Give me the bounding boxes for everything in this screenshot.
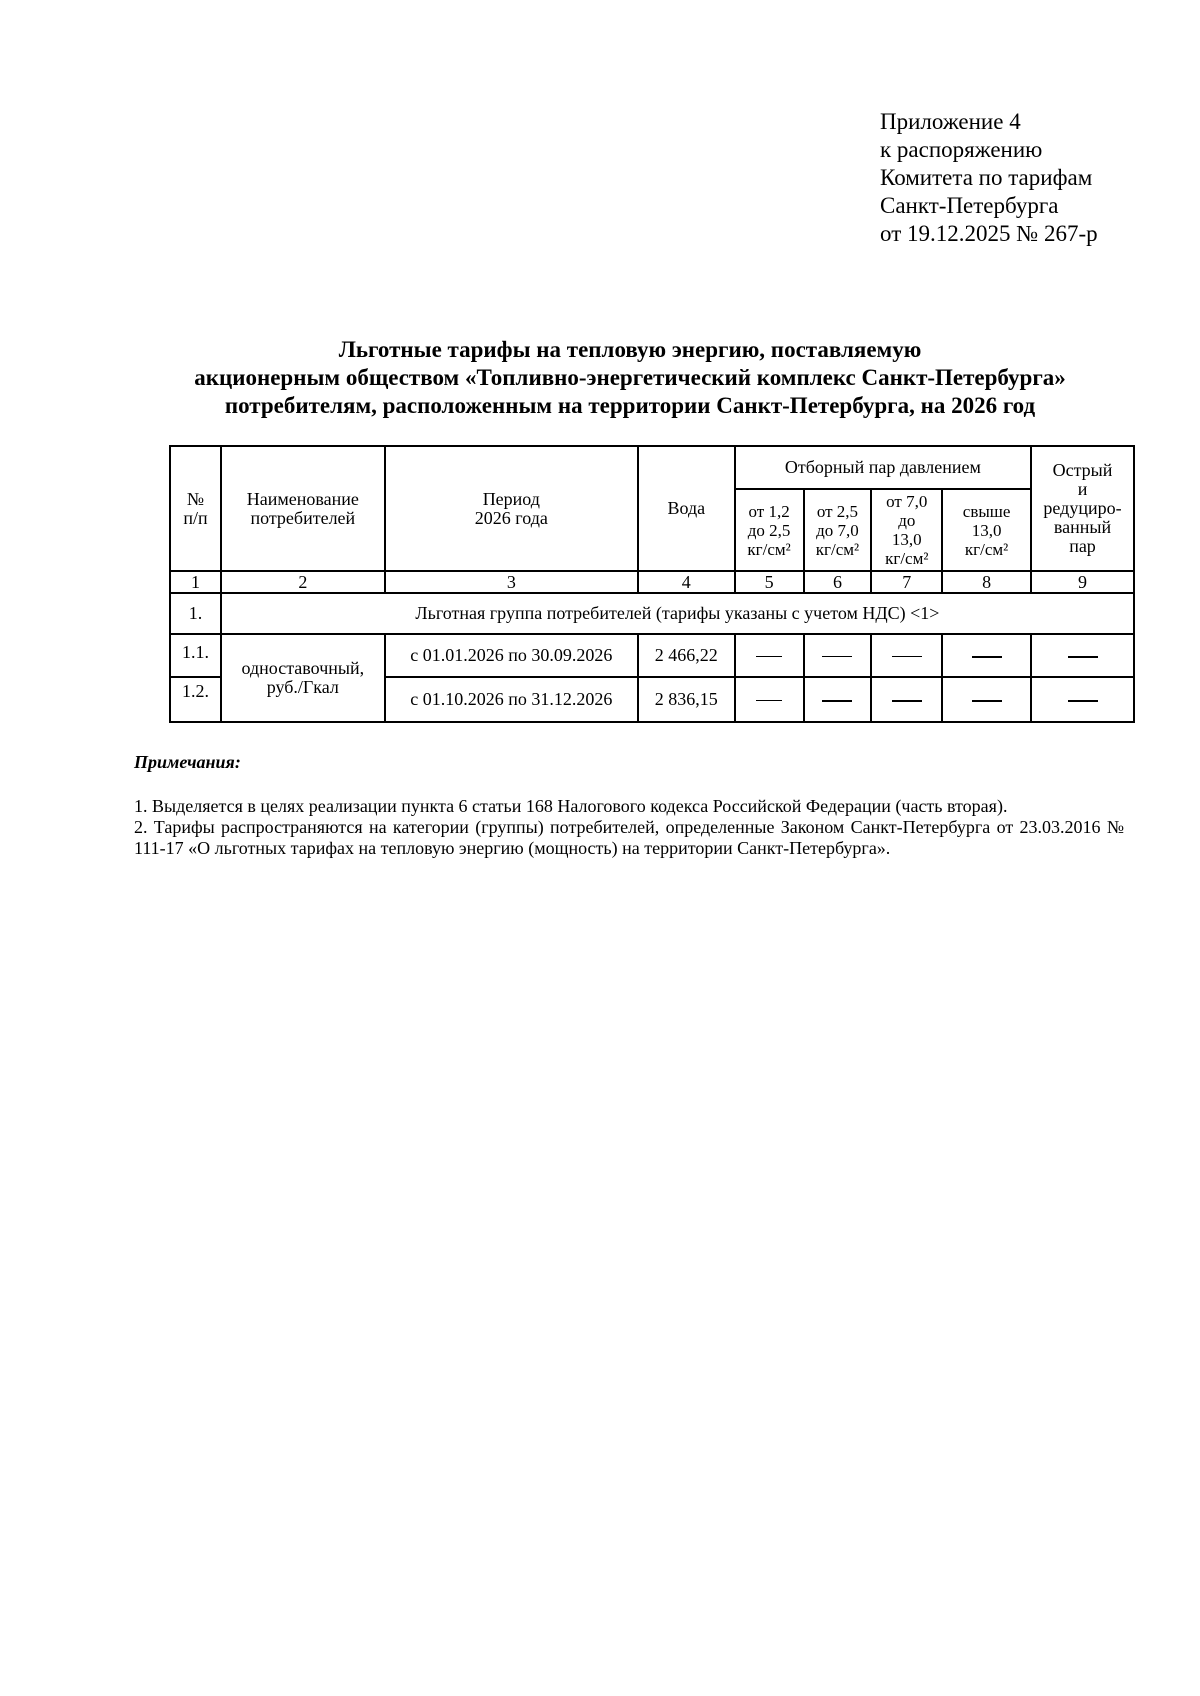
empty-cell (735, 677, 804, 722)
column-number: 8 (942, 571, 1031, 593)
dash-mark (972, 656, 1002, 658)
appendix-line: Комитета по тарифам (880, 165, 1093, 190)
title-line: потребителям, расположенным на территории Санкт-Петербурга, на 2026 год (224, 393, 1036, 418)
header-water: Вода (638, 446, 735, 571)
row-water: 2 836,15 (638, 677, 735, 722)
table-row (170, 634, 1134, 677)
column-number: 2 (221, 571, 385, 593)
header-num: № п/п (170, 446, 221, 571)
dash-mark (1068, 656, 1098, 658)
appendix-line: к распоряжению (880, 137, 1043, 162)
row-num: 1.2. (170, 677, 221, 722)
row-water: 2 466,22 (638, 634, 735, 677)
group-row (170, 593, 1134, 634)
header-steam-group: Отборный пар давлением (735, 446, 1031, 489)
dash-mark (972, 700, 1002, 702)
column-number: 1 (170, 571, 221, 593)
appendix-line: Санкт-Петербурга (880, 193, 1059, 218)
empty-cell (942, 634, 1031, 677)
title-line: Льготные тарифы на тепловую энергию, поставляемую (338, 337, 922, 362)
empty-cell (804, 677, 872, 722)
header-steam-1: от 1,2 до 2,5 кг/см² (735, 489, 804, 571)
note-item: 1. Выделяется в целях реализации пункта 6 статьи 168 Налогового кодекса Российской Федерации (часть вторая). (134, 796, 1008, 816)
column-number: 4 (638, 571, 735, 593)
dash-mark (756, 700, 782, 701)
appendix-reference (880, 108, 1098, 248)
column-number-row (170, 571, 1134, 593)
column-number: 5 (735, 571, 804, 593)
appendix-line: Приложение 4 (880, 109, 1021, 134)
notes (134, 796, 1124, 859)
appendix-line: от 19.12.2025 № 267-р (880, 221, 1098, 246)
dash-mark (822, 656, 852, 657)
group-num: 1. (170, 593, 221, 634)
header-consumers: Наименование потребителей (221, 446, 385, 571)
header-row (170, 446, 1134, 489)
dash-mark (822, 700, 852, 702)
dash-mark (892, 700, 922, 702)
tariffs-table (169, 445, 1135, 723)
header-steam-4: свыше 13,0 кг/см² (942, 489, 1031, 571)
header-steam-3: от 7,0 до 13,0 кг/см² (871, 489, 942, 571)
column-number: 9 (1031, 571, 1134, 593)
document-title (150, 336, 1110, 420)
dash-mark (756, 656, 782, 657)
row-period: с 01.01.2026 по 30.09.2026 (385, 634, 638, 677)
empty-cell (804, 634, 872, 677)
column-number: 3 (385, 571, 638, 593)
column-number: 6 (804, 571, 872, 593)
group-label: Льготная группа потребителей (тарифы указаны с учетом НДС) <1> (221, 593, 1134, 634)
empty-cell (871, 634, 942, 677)
empty-cell (1031, 634, 1134, 677)
dash-mark (892, 656, 922, 657)
note-item: 2. Тарифы распространяются на категории (группы) потребителей, определенные Законом Санкт-Петербурга от 23.03.2016 № 111-17 «О льготных тарифах на тепловую энергию (мощность) на территории Санкт-Петербурга». (134, 817, 1124, 858)
title-line: акционерным обществом «Топливно-энергетический комплекс Санкт-Петербурга» (194, 365, 1066, 390)
column-number: 7 (871, 571, 942, 593)
dash-mark (1068, 700, 1098, 702)
row-num: 1.1. (170, 634, 221, 677)
tariff-name: одноставочный, руб./Гкал (221, 634, 385, 722)
row-period: с 01.10.2026 по 31.12.2026 (385, 677, 638, 722)
empty-cell (942, 677, 1031, 722)
empty-cell (735, 634, 804, 677)
empty-cell (871, 677, 942, 722)
header-steam-2: от 2,5 до 7,0 кг/см² (804, 489, 872, 571)
empty-cell (1031, 677, 1134, 722)
header-sharp-steam: Острый и редуциро- ванный пар (1031, 446, 1134, 571)
notes-title: Примечания: (134, 752, 241, 772)
header-period: Период 2026 года (385, 446, 638, 571)
